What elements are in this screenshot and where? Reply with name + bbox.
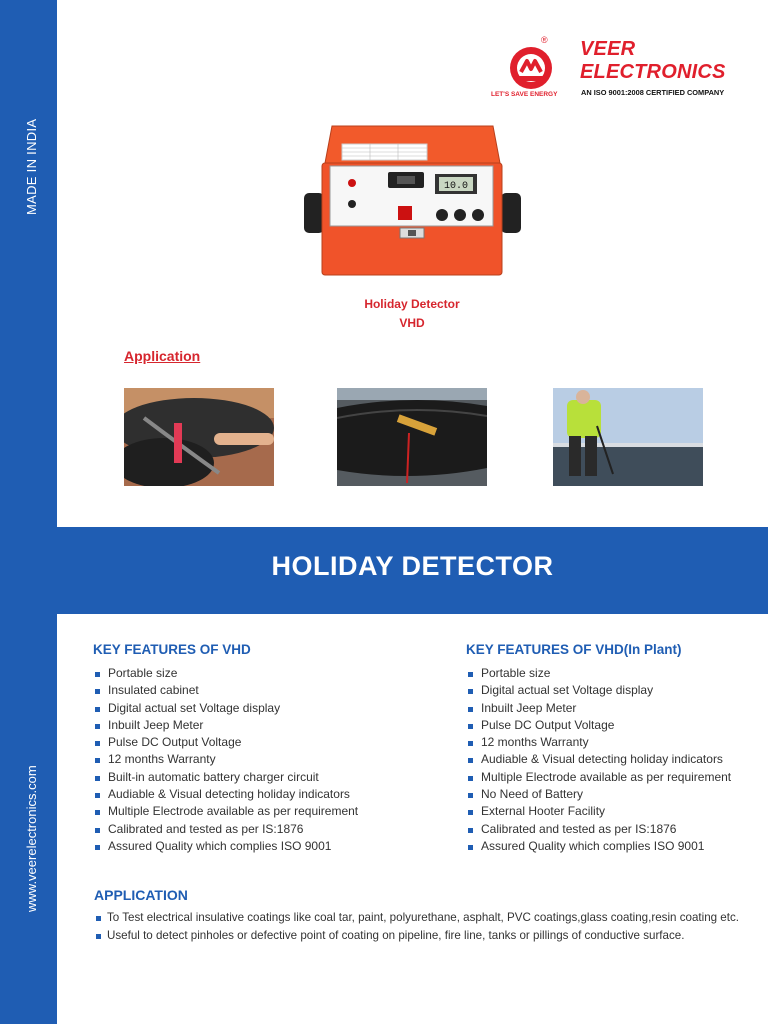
list-item: Multiple Electrode available as per requirement [93, 803, 358, 820]
holiday-detector-product-image [300, 118, 525, 278]
list-item: Portable size [93, 665, 358, 682]
application-section-heading: APPLICATION [94, 887, 188, 903]
left-sidebar [0, 0, 57, 1024]
title-banner [57, 527, 768, 614]
list-item: Digital actual set Voltage display [466, 682, 731, 699]
list-item: Built-in automatic battery charger circuit [93, 769, 358, 786]
list-item: Audiable & Visual detecting holiday indicators [93, 786, 358, 803]
list-item: Portable size [466, 665, 731, 682]
product-caption-title: Holiday Detector [364, 297, 460, 311]
list-item: 12 months Warranty [466, 734, 731, 751]
list-item: No Need of Battery [466, 786, 731, 803]
meter-reading: 10.0 [443, 181, 469, 192]
list-item: Assured Quality which complies ISO 9001 [466, 838, 731, 855]
list-item: 12 months Warranty [93, 751, 358, 768]
product-caption-model: VHD [399, 316, 425, 330]
features-vhd-list [93, 665, 358, 855]
application-photo-pipe-brush [124, 388, 274, 486]
list-item: Assured Quality which complies ISO 9001 [93, 838, 358, 855]
company-logo-mark-icon [507, 42, 555, 90]
list-item: Useful to detect pinholes or defective point of coating on pipeline, fire line, tanks or pillings of conductive surface. [94, 929, 759, 943]
list-item: External Hooter Facility [466, 803, 731, 820]
features-plant-heading: KEY FEATURES OF VHD(In Plant) [466, 642, 682, 657]
application-photo-worker [553, 388, 703, 486]
list-item: Inbuilt Jeep Meter [466, 700, 731, 717]
list-item: Audiable & Visual detecting holiday indicators [466, 751, 731, 768]
certification-text: AN ISO 9001:2008 CERTIFIED COMPANY [581, 88, 725, 97]
registered-mark: ® [541, 35, 548, 45]
company-name [580, 38, 726, 84]
application-subheading: Application [124, 348, 201, 364]
logo-tagline: LET'S SAVE ENERGY [491, 91, 558, 98]
list-item: Insulated cabinet [93, 682, 358, 699]
list-item: Pulse DC Output Voltage [93, 734, 358, 751]
list-item: Calibrated and tested as per IS:1876 [466, 821, 731, 838]
list-item: Inbuilt Jeep Meter [93, 717, 358, 734]
application-list [94, 911, 759, 946]
features-vhd-heading: KEY FEATURES OF VHD [93, 642, 251, 657]
company-logo [491, 35, 750, 102]
company-name-line2: ELECTRONICS [580, 61, 726, 83]
banner-title: HOLIDAY DETECTOR [271, 551, 554, 581]
list-item: Pulse DC Output Voltage [466, 717, 731, 734]
list-item: To Test electrical insulative coatings like coal tar, paint, polyurethane, asphalt, PVC coatings,glass coating,resin coating etc. [94, 911, 759, 925]
application-photo-coated-pipe [337, 388, 487, 486]
list-item: Calibrated and tested as per IS:1876 [93, 821, 358, 838]
list-item: Digital actual set Voltage display [93, 700, 358, 717]
website-link[interactable]: www.veerelectronics.com [24, 765, 39, 912]
list-item: Multiple Electrode available as per requirement [466, 769, 731, 786]
made-in-india-label: MADE IN INDIA [24, 118, 39, 215]
features-plant-list [466, 665, 731, 855]
company-name-line1: VEER [580, 38, 636, 60]
